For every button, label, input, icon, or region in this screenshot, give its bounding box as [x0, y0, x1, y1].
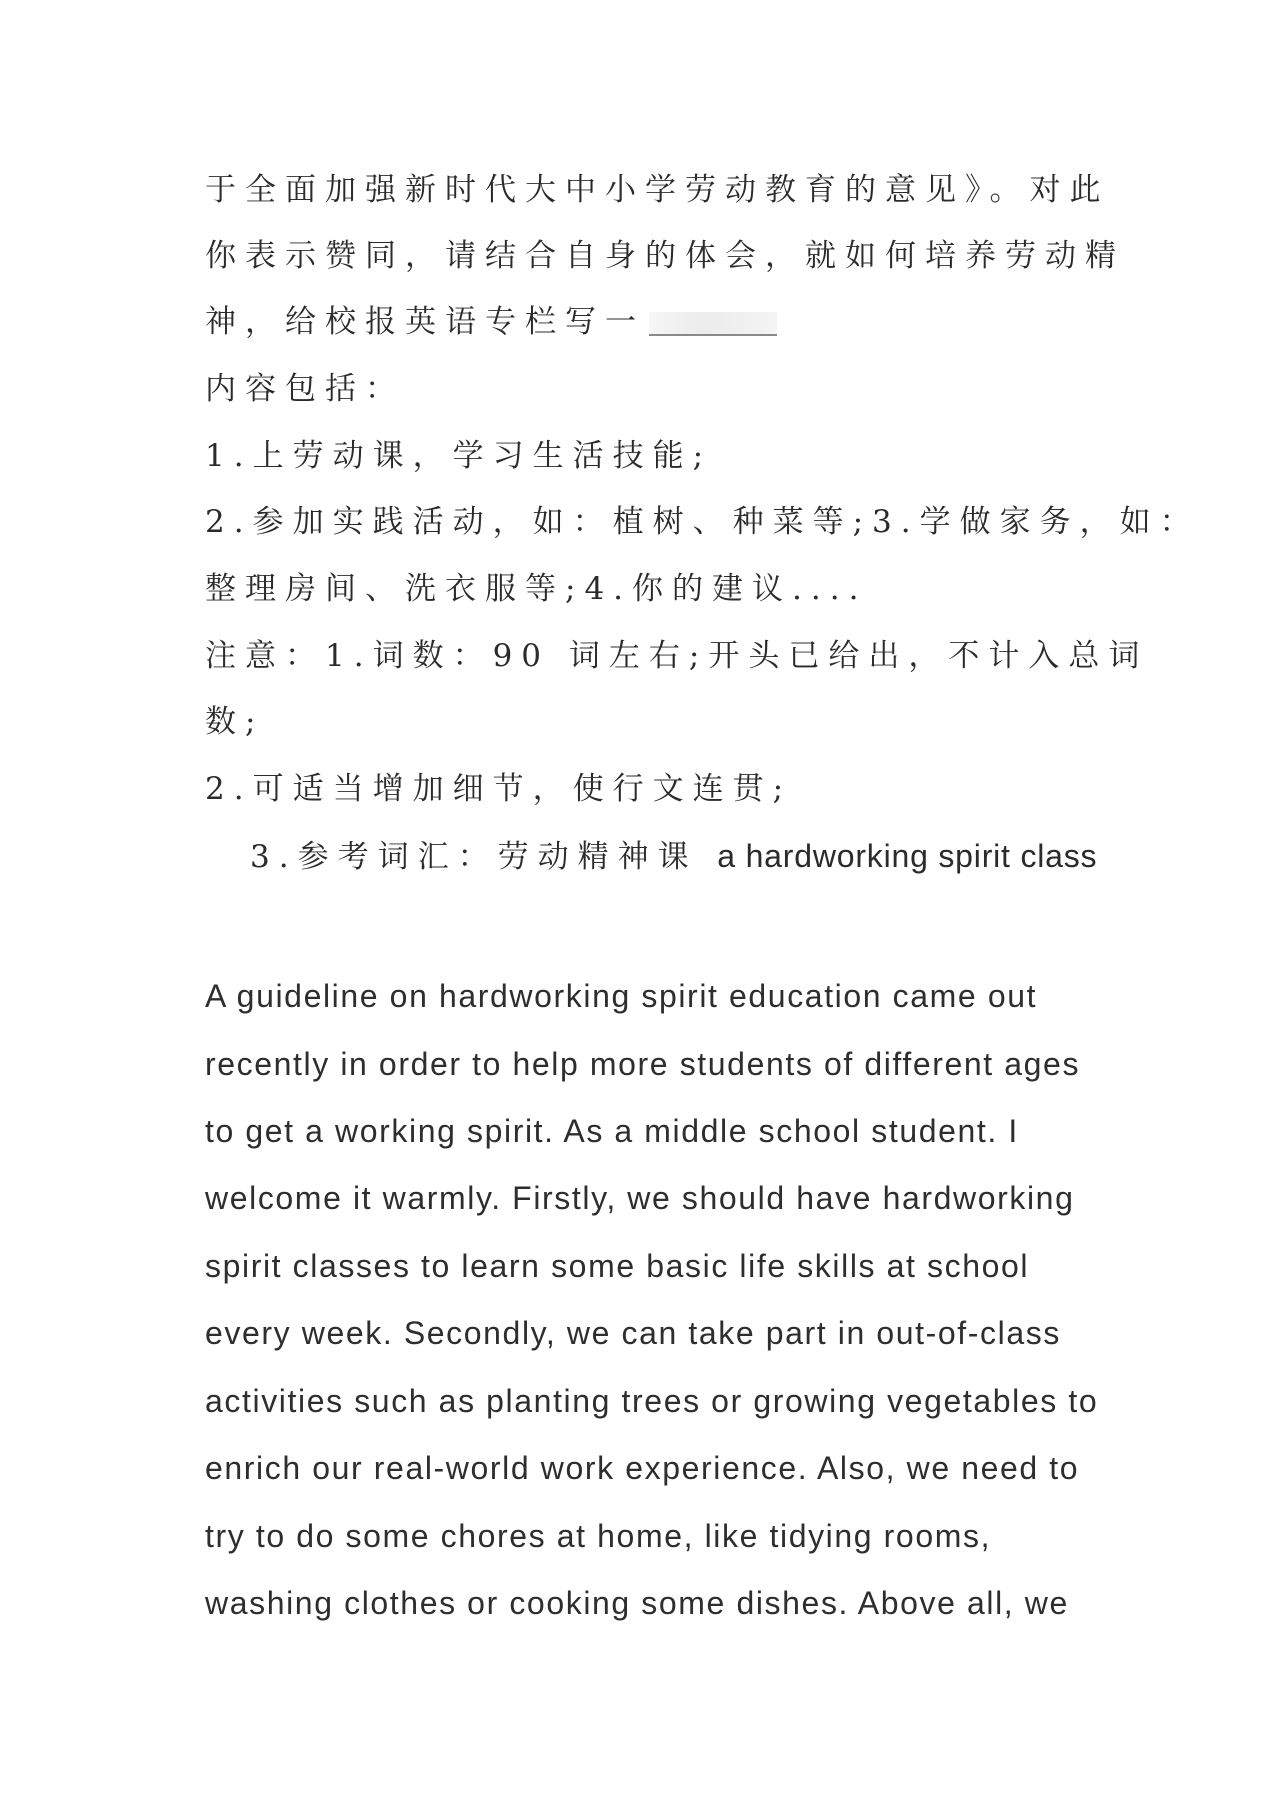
- note-1-continued: 数;: [205, 704, 265, 740]
- content-heading: 内容包括：: [205, 371, 405, 407]
- prompt-line-3-text: 神，给校报英语专栏写一: [205, 304, 645, 340]
- note-3-chinese: 3.参考词汇：劳动精神课: [250, 839, 698, 875]
- essay-line: enrich our real-world work experience. Also, we need to: [205, 1450, 1080, 1486]
- essay-line: welcome it warmly. Firstly, we should have hardworking: [205, 1180, 1075, 1216]
- prompt-line-1: 于全面加强新时代大中小学劳动教育的意见》。对此: [205, 172, 1110, 208]
- note-2: 2.可适当增加细节，使行文连贯;: [205, 771, 793, 807]
- note-1: 注意：1.词数：90 词左右;开头已给出，不计入总词: [205, 638, 1149, 674]
- essay-line: activities such as planting trees or growing vegetables to: [205, 1383, 1099, 1419]
- prompt-line-3: [205, 302, 777, 342]
- redaction-mask: [649, 312, 777, 336]
- essay-line: recently in order to help more students of different ages: [205, 1046, 1081, 1082]
- note-3-english: a hardworking spirit class: [717, 838, 1098, 874]
- note-3: [250, 836, 1097, 877]
- content-point-3-4: 整理房间、洗衣服等;4.你的建议....: [205, 571, 868, 607]
- essay-line: every week. Secondly, we can take part in out-of-class: [205, 1315, 1061, 1351]
- content-point-1: 1.上劳动课，学习生活技能;: [205, 438, 713, 474]
- essay-line: to get a working spirit. As a middle school student. I: [205, 1113, 1019, 1149]
- content-point-2-3: 2.参加实践活动，如：植树、种菜等;3.学做家务，如：: [205, 504, 1200, 540]
- essay-line: washing clothes or cooking some dishes. Above all, we: [205, 1585, 1069, 1621]
- essay-line: A guideline on hardworking spirit education came out: [205, 978, 1038, 1014]
- essay-line: try to do some chores at home, like tidying rooms,: [205, 1518, 992, 1554]
- prompt-line-2: 你表示赞同，请结合自身的体会，就如何培养劳动精: [205, 238, 1125, 274]
- essay-line: spirit classes to learn some basic life skills at school: [205, 1248, 1030, 1284]
